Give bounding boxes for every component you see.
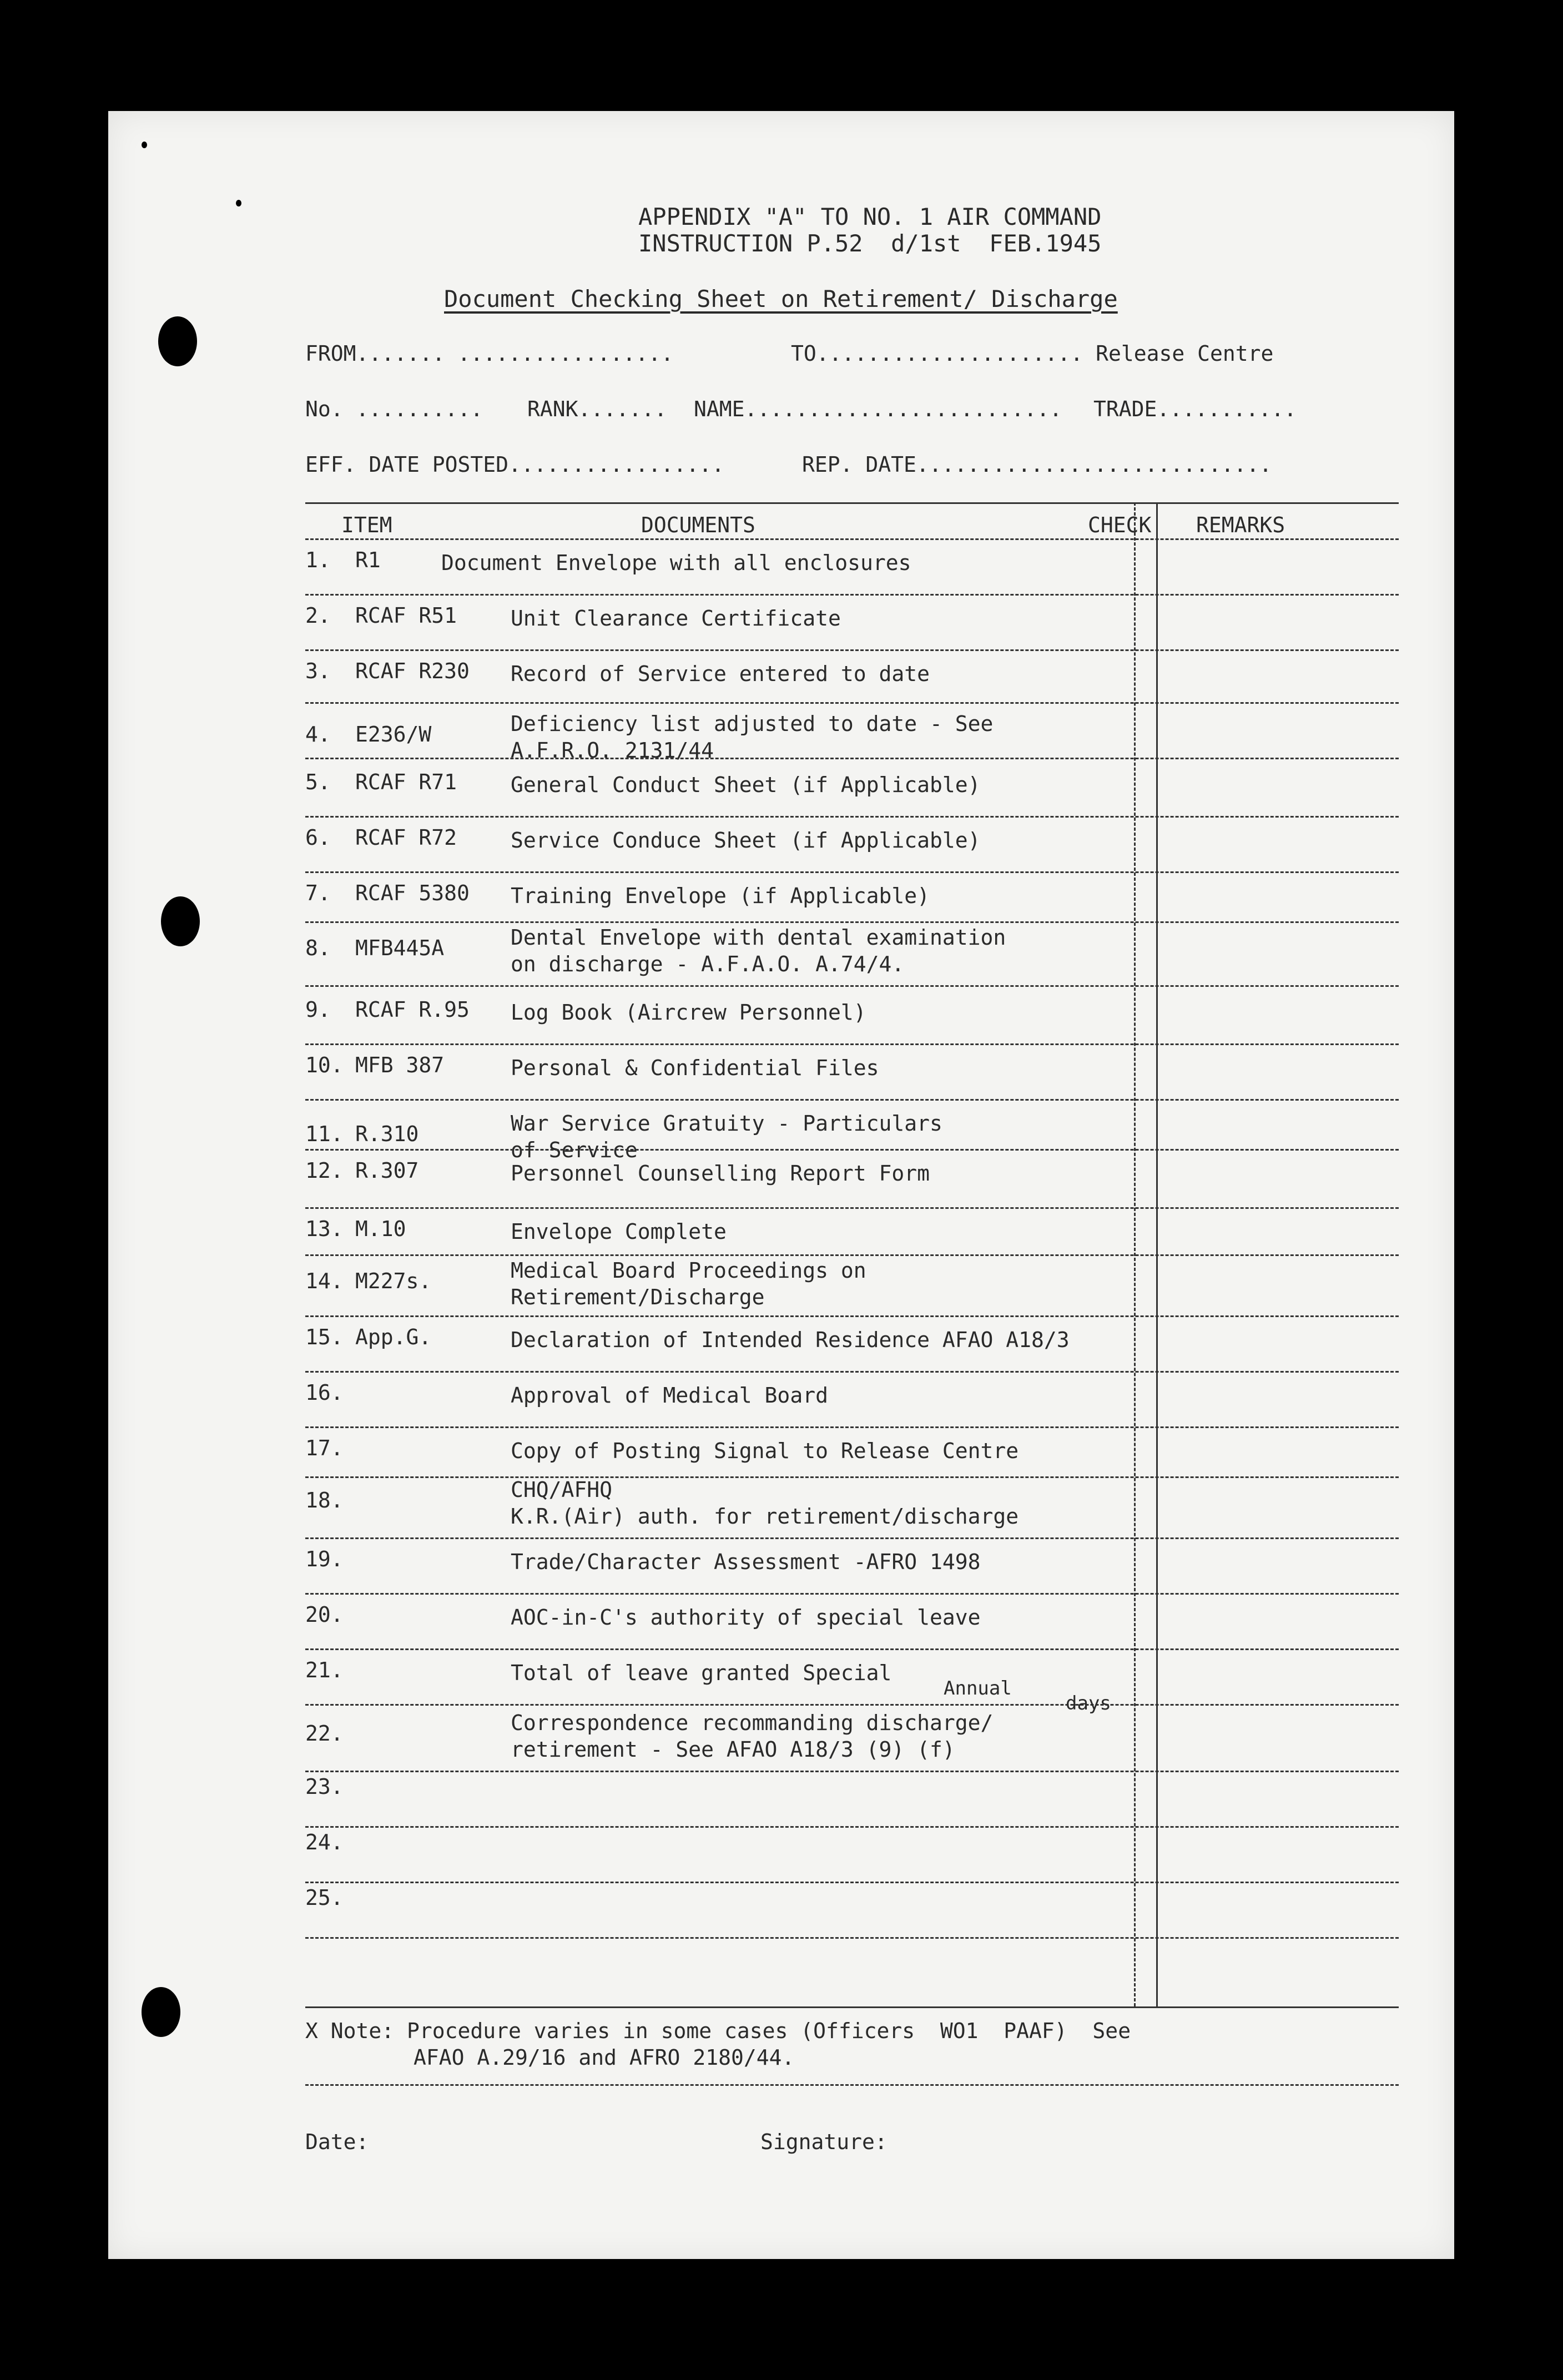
- item-document: Log Book (Aircrew Personnel): [511, 1000, 866, 1025]
- item-form-code: R.310: [355, 1122, 419, 1146]
- row-rule: [305, 1315, 1399, 1317]
- item-document: Envelope Complete: [511, 1219, 727, 1244]
- item-number: 5.: [305, 770, 331, 794]
- eff-date-field: EFF. DATE POSTED.................: [305, 452, 724, 477]
- item-number: 8.: [305, 936, 331, 960]
- item-document: Training Envelope (if Applicable): [511, 884, 930, 908]
- item-number: 12.: [305, 1158, 344, 1183]
- item-document: Personnel Counselling Report Form: [511, 1161, 930, 1186]
- item-form-code: E236/W: [355, 722, 432, 747]
- item-number: 24.: [305, 1830, 344, 1854]
- note-rule: [305, 2084, 1399, 2086]
- item-document: General Conduct Sheet (if Applicable): [511, 773, 981, 797]
- item-column-header: ITEM: [341, 513, 392, 537]
- document-page: [108, 111, 1454, 2259]
- rank-field: RANK.......: [527, 397, 667, 421]
- item-document: Correspondence recommanding discharge/ retirement - See AFAO A18/3 (9) (f): [511, 1711, 994, 1762]
- item-number: 14.: [305, 1269, 344, 1293]
- name-field: NAME.........................: [694, 397, 1062, 421]
- row-rule: [305, 702, 1399, 704]
- punch-hole: [161, 896, 200, 946]
- check-column-header: CHECK: [1088, 513, 1152, 537]
- item-document: Copy of Posting Signal to Release Centre: [511, 1439, 1019, 1463]
- row-rule: [305, 1254, 1399, 1256]
- table-bottom-rule: [305, 2006, 1399, 2008]
- appendix-line: APPENDIX "A" TO NO. 1 AIR COMMAND: [638, 203, 1102, 230]
- note-line-1: X Note: Procedure varies in some cases (Officers WO1 PAAF) See: [305, 2019, 1131, 2043]
- item-number: 19.: [305, 1547, 344, 1571]
- signature-label: Signature:: [760, 2130, 888, 2154]
- item-form-code: RCAF R51: [355, 603, 457, 628]
- date-label: Date:: [305, 2130, 369, 2154]
- row-rule: [305, 871, 1399, 873]
- item-form-code: MFB 387: [355, 1053, 445, 1077]
- item-form-code: R1: [355, 548, 381, 572]
- to-field: TO..................... Release Centre: [791, 341, 1274, 366]
- item-document: Record of Service entered to date: [511, 662, 930, 686]
- item-number: 22.: [305, 1721, 344, 1746]
- row-rule: [305, 816, 1399, 818]
- header-rule: [305, 538, 1399, 540]
- item-form-code: RCAF R.95: [355, 997, 470, 1022]
- item-form-code: RCAF R72: [355, 825, 457, 850]
- item-number: 2.: [305, 603, 331, 628]
- row-rule: [305, 1371, 1399, 1373]
- row-rule: [305, 758, 1399, 759]
- trade-field: TRADE...........: [1093, 397, 1297, 421]
- item-document: Total of leave granted Special: [511, 1661, 892, 1685]
- item-form-code: RCAF 5380: [355, 881, 470, 905]
- no-field: No. ..........: [305, 397, 483, 421]
- row-rule: [305, 1882, 1399, 1883]
- item-form-code: M227s.: [355, 1269, 432, 1293]
- punch-hole: [158, 316, 197, 366]
- row-rule: [305, 1099, 1399, 1101]
- speck: [142, 142, 147, 148]
- item-number: 20.: [305, 1602, 344, 1627]
- item-document: Medical Board Proceedings on Retirement/Discharge: [511, 1258, 866, 1309]
- row-rule: [305, 921, 1399, 923]
- table-top-rule: [305, 502, 1399, 504]
- row-rule: [305, 1771, 1399, 1772]
- speck: [236, 200, 241, 206]
- leave-days-label: days: [1066, 1692, 1111, 1715]
- from-field: FROM....... .................: [305, 341, 674, 366]
- item-document: AOC-in-C's authority of special leave: [511, 1605, 981, 1630]
- item-number: 1.: [305, 548, 331, 572]
- row-rule: [305, 1537, 1399, 1539]
- item-document: Document Envelope with all enclosures: [441, 551, 911, 575]
- item-document: Trade/Character Assessment -AFRO 1498: [511, 1550, 981, 1574]
- item-form-code: M.10: [355, 1217, 406, 1241]
- item-document: Service Conduce Sheet (if Applicable): [511, 828, 981, 853]
- item-document: Personal & Confidential Files: [511, 1056, 879, 1080]
- item-number: 17.: [305, 1436, 344, 1460]
- item-document: Dental Envelope with dental examination on discharge - A.F.A.O. A.74/4.: [511, 925, 1006, 976]
- item-document: Unit Clearance Certificate: [511, 606, 841, 631]
- item-number: 7.: [305, 881, 331, 905]
- item-number: 13.: [305, 1217, 344, 1241]
- item-form-code: R.307: [355, 1158, 419, 1183]
- documents-column-header: DOCUMENTS: [641, 513, 755, 537]
- note-line-2: AFAO A.29/16 and AFRO 2180/44.: [414, 2045, 795, 2070]
- leave-annual-label: Annual: [944, 1677, 1012, 1700]
- item-number: 15.: [305, 1325, 344, 1349]
- item-number: 23.: [305, 1774, 344, 1799]
- item-number: 25.: [305, 1885, 344, 1910]
- item-document: Declaration of Intended Residence AFAO A18/3: [511, 1328, 1070, 1352]
- item-document: War Service Gratuity - Particulars of Service: [511, 1111, 942, 1162]
- rep-date-field: REP. DATE............................: [802, 452, 1272, 477]
- item-form-code: MFB445A: [355, 936, 445, 960]
- row-rule: [305, 1207, 1399, 1209]
- item-number: 18.: [305, 1488, 344, 1512]
- item-form-code: RCAF R230: [355, 659, 470, 683]
- item-form-code: RCAF R71: [355, 770, 457, 794]
- row-rule: [305, 1043, 1399, 1045]
- row-rule: [305, 1826, 1399, 1828]
- item-document: Deficiency list adjusted to date - See A.F.R.O. 2131/44: [511, 712, 994, 763]
- row-rule: [305, 985, 1399, 987]
- punch-hole: [142, 1987, 180, 2037]
- row-rule: [305, 1648, 1399, 1650]
- row-rule: [305, 649, 1399, 651]
- item-document: Approval of Medical Board: [511, 1383, 828, 1408]
- remarks-column-header: REMARKS: [1196, 513, 1285, 537]
- row-rule: [305, 1704, 1399, 1706]
- item-number: 4.: [305, 722, 331, 747]
- item-number: 3.: [305, 659, 331, 683]
- item-document: CHQ/AFHQ K.R.(Air) auth. for retirement/discharge: [511, 1478, 1019, 1529]
- row-rule: [305, 1593, 1399, 1595]
- item-form-code: App.G.: [355, 1325, 432, 1349]
- instruction-line: INSTRUCTION P.52 d/1st FEB.1945: [638, 230, 1102, 257]
- item-number: 6.: [305, 825, 331, 850]
- item-number: 21.: [305, 1658, 344, 1682]
- item-number: 10.: [305, 1053, 344, 1077]
- row-rule: [305, 594, 1399, 596]
- row-rule: [305, 1937, 1399, 1939]
- row-rule: [305, 1426, 1399, 1428]
- item-number: 16.: [305, 1380, 344, 1405]
- item-number: 9.: [305, 997, 331, 1022]
- row-rule: [305, 1149, 1399, 1151]
- page-title: Document Checking Sheet on Retirement/ Discharge: [444, 285, 1118, 312]
- item-number: 11.: [305, 1122, 344, 1146]
